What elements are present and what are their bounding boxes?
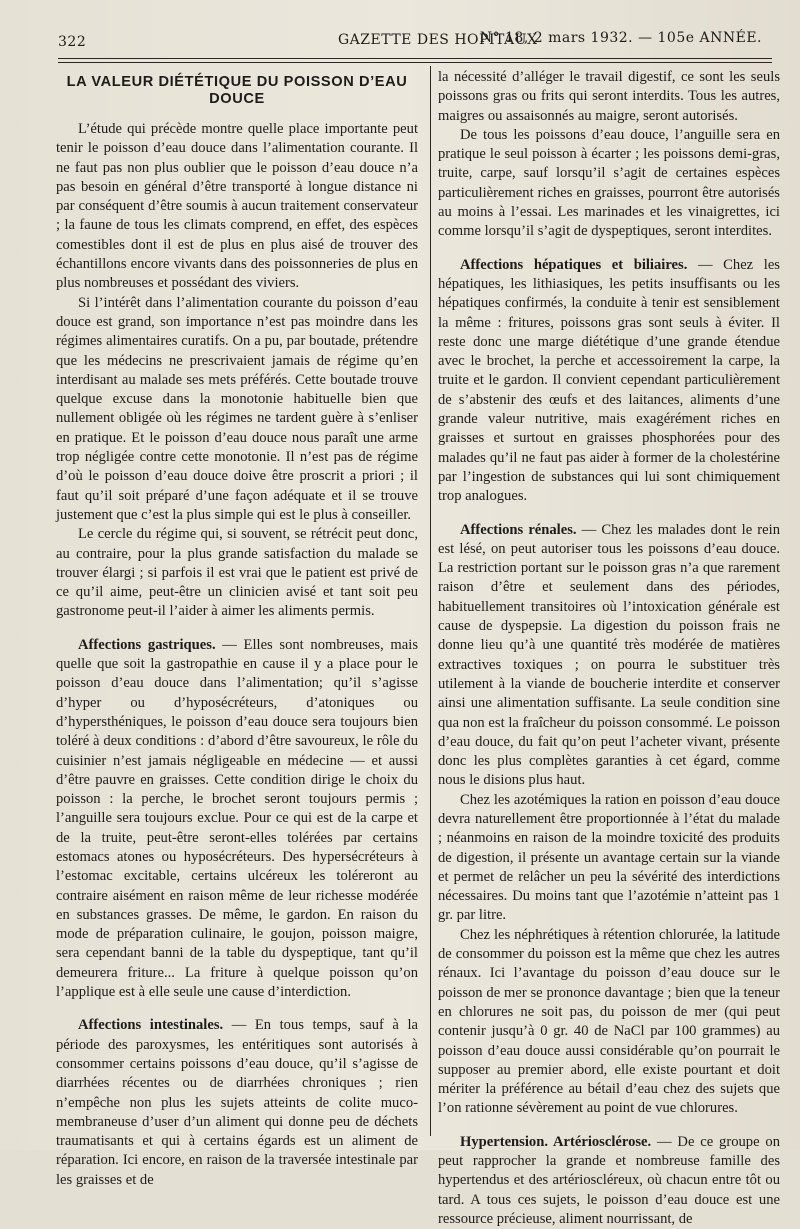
header-rule	[58, 58, 772, 59]
section-hepatic	[438, 256, 780, 507]
page-header	[58, 28, 770, 54]
journal-title: GAZETTE DES HOPITAUX	[338, 32, 538, 48]
paragraph: Chez les azotémiques la ration en poisson d’eau douce devra naturellement être proportionnée à l’état du malade ; néanmoins en raison de la moindre toxicité des produits de digestion, il présente un avantage certain sur la viande et permet de relâcher un peu la sévérité des interdictions nécessaires. Du moins tant que l’azotémie n’atteint pas 1 gr. par litre.	[438, 791, 780, 924]
paragraph: Si l’intérêt dans l’alimentation courante du poisson d’eau douce est grand, son importance n’est pas moindre dans les régimes alimentaires curatifs. On a pu, par boutade, prétendre que les médecins ne prescrivaient jamais de régime qu’en interdisant au malade ses mets préférés. Cette boutade trouve quelque excuse dans la monotonie habituelle bien que nullement obligée où les régimes ne tardent guère à s’enliser en pratique. Et le poisson d’eau douce nous paraît une arme trop négligée contre cette monotonie. Il n’est pas de régime d’où le poisson d’eau douce doive être proscrit a priori ; il faut qu’il soit préparé d’une façon adéquate et il se trouve justement que c’est la plus simple qui est le plus à conseiller.	[56, 294, 418, 523]
section-text: — Chez les hépatiques, les lithiasiques, les petits insuffisants ou les hépatiques confirmés, la conduite à tenir est sensiblement la même : fritures, poissons gras sont seuls à éviter. Il reste donc une marge diététique d’une grande étendue avec le brochet, la perche et accessoirement la carpe, la truite et le gardon. Il convient cependant particulièrement de s’abstenir des œufs et des laitances, aliments d’une grande valeur nutritive, mais exagérément riches en graisses et surtout en graisses phosphorées pour des malades qu’il ne faut pas aider à former de la cholestérine par l’ingestion de substances qui lui sont chimiquement trop analogues.	[438, 256, 780, 505]
section-heading: Affections hépatiques et biliaires.	[460, 256, 688, 273]
article-title: LA VALEUR DIÉTÉTIQUE DU POISSON D’EAU DOUCE	[66, 74, 408, 107]
section-gastric	[56, 636, 418, 1003]
section-text: — De ce groupe on peut rapprocher la grande et nombreuse famille des hypertendus et des artérioscléreux, où chacun entre tôt ou tard. A tous ces sujets, le poisson d’eau douce est une ressource précieuse, aliment nourrissant, de	[438, 1133, 780, 1227]
issue-info: N° 18, 2 mars 1932. — 105e ANNÉE.	[479, 30, 762, 46]
section-text: — En tous temps, sauf à la période des paroxysmes, les entéritiques sont autorisés à consommer certains poissons d’eau douce, qu’il s’agisse de diarrhées récentes ou de diarrhées chroniques ; rien n’empêche non plus les sujets atteints de colite muco-membraneuse d’user d’un aliment qui donne peu de déchets traumatisants et qui à certains égards est un aliment de réparation. Ici encore, en raison de la traversée intestinale par les graisses et de	[56, 1017, 418, 1188]
paragraph: Chez les néphrétiques à rétention chlorurée, la latitude de consommer du poisson est la même que chez les autres rénaux. Ici l’avantage du poisson d’eau douce sur le poisson de mer se prononce davantage ; bien que la teneur en chlorures ne soit pas, du poisson de mer (qui peut contenir jusqu’à 0 gr. 40 de NaCl par 100 grammes) au poisson d’eau douce aussi considérable qu’on pourrait le supposer au premier abord, elle existe pourtant et doit mériter la préférence au bétail d’eau chez des sujets que l’on rationne sévèrement au point de vue chlorures.	[438, 926, 780, 1117]
section-intestinal	[56, 1016, 418, 1190]
section-heading: Affections intestinales.	[78, 1017, 224, 1034]
page-number: 322	[58, 34, 87, 50]
section-heading: Affections gastriques.	[78, 636, 216, 653]
column-divider	[430, 66, 431, 1136]
section-hypertension	[438, 1133, 780, 1229]
right-column	[438, 68, 780, 1229]
header-rule-thin	[58, 62, 772, 63]
section-text: — Elles sont nombreuses, mais quelle que soit la gastropathie en cause il y a place pour le poisson d’eau douce dans l’alimentation; qu’il s’agisse d’hyper ou d’hyposécréteurs, d’atoniques ou d’hypersthéniques, le poisson d’eau douce sera toujours bien toléré à deux conditions : d’abord d’être savoureux, le rôle du cuisinier n’est jamais négligeable en médecine — et aussi d’être pauvre en graisses. Cette condition dirige le choix du poisson : la perche, le brochet seront toujours permis ; l’anguille sera toujours exclue. Pour ce qui est de la carpe et de la truite, peut-être seront-elles tolérées par certains estomacs atones ou hyposécréteurs. Des hypersécréteurs à l’estomac excitable, certains ulcéreux les toléreront au contraire aisément en raison même de leur richesse modérée en substances grasses. De même, le gardon. En raison du mode de préparation culinaire, le goujon, poisson maigre, sera cependant banni de la table du dyspeptique, tant qu’il demeurera friture... La friture à quelque poisson qu’on l’applique est à elle seule une cause d’interdiction.	[56, 636, 418, 1001]
section-text: — Chez les malades dont le rein est lésé, on peut autoriser tous les poissons d’eau douce. La restriction portant sur le poisson gras n’a que rarement raison d’être et seulement dans des périodes, habituellement transitoires où l’intoxication générale est cause de dyspepsie. La digestion du poisson frais ne donne lieu qu’à une quantité très modérée de matières extractives toxiques ; on pourra le substituer très utilement à la viande de boucherie interdite et conserver ainsi une alimentation suffisante. La seule condition sine qua non est la fraîcheur du poisson consommé. Le poisson d’eau douce, du fait qu’on peut l’acheter vivant, présente donc les plus complètes garanties à cet égard, comme nous le disions plus haut.	[438, 521, 780, 789]
left-column	[56, 68, 418, 1190]
paragraph: L’étude qui précède montre quelle place importante peut tenir le poisson d’eau douce dans l’alimentation courante. Il ne faut pas non plus oublier que le poisson d’eau douce n’a pas besoin en général d’être transporté à longue distance ni par conséquent d’être soumis à aucun traitement conservateur ; la faune de tous les climats comprend, en effet, des espèces comestibles dont il est de plus en plus aisé de trouver des échantillons encore vivants dans des poissonneries de plus en plus nombreuses et possédant des viviers.	[56, 121, 418, 292]
paragraph: la nécessité d’alléger le travail digestif, ce sont les seuls poissons gras ou frits qui seront interdits. Tous les autres, maigres ou assaisonnés au maigre, seront autorisés.	[438, 69, 780, 124]
paragraph: De tous les poissons d’eau douce, l’anguille sera en pratique le seul poisson à écarter ; les poissons demi-gras, truite, carpe, sauf lorsqu’il s’agit de certaines espèces particulièrement riches en graisses, pourront être autorisés au moins à l’essai. Les marinades et les vinaigrettes, ici comme lorsqu’il s’agit de dyspeptiques, seront interdites.	[438, 126, 780, 240]
section-renal	[438, 521, 780, 791]
section-heading: Hypertension. Artériosclérose.	[460, 1133, 652, 1150]
paragraph: Le cercle du régime qui, si souvent, se rétrécit peut donc, au contraire, pour la plus grande satisfaction du malade se trouver élargi ; si parfois il est vrai que le patient est privé de ce qu’il aime, peut-être un clinicien avisé et tant soit peu gastronome peut-il l’aider à aimer les aliments permis.	[56, 526, 418, 620]
section-heading: Affections rénales.	[460, 521, 577, 538]
